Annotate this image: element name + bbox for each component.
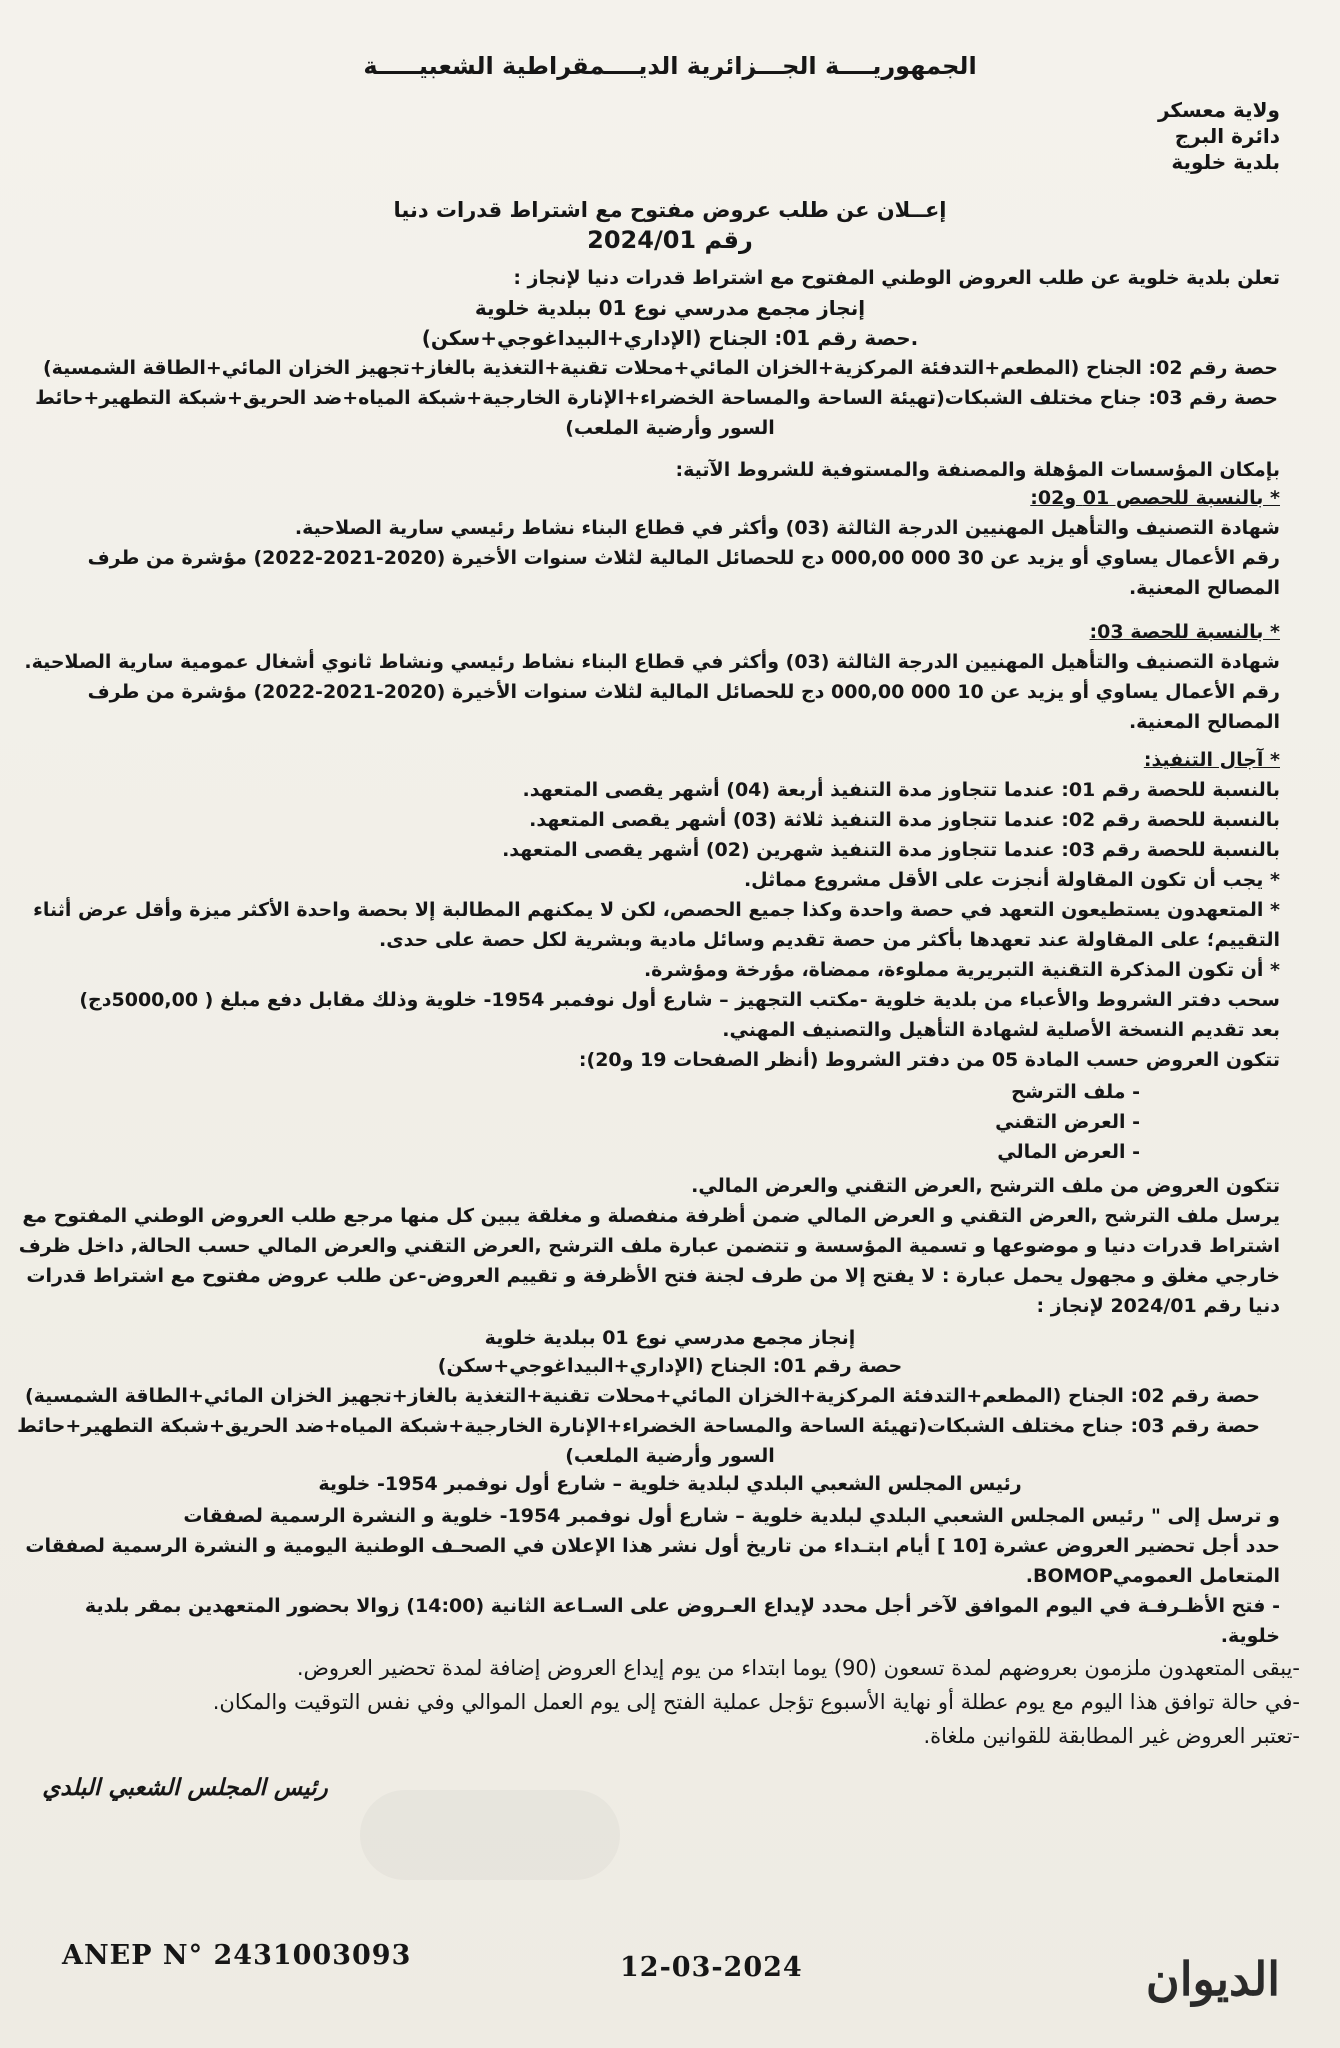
lots-1-2-qualification: شهادة التصنيف والتأهيل المهنيين الدرجة الثالثة (03) وأكثر في قطاع البناء نشاط رئيسي سارية الصلاحية. <box>294 517 1280 539</box>
envelope-project: إنجاز مجمع مدرسي نوع 01 ببلدية خلوية <box>484 1327 856 1349</box>
lot-3-cont: السور وأرضية الملعب) <box>565 417 775 439</box>
submission-text: دنيا رقم 2024/01 لإنجاز : <box>1036 1295 1280 1317</box>
deadline-lot-3: بالنسبة للحصة رقم 03: عندما تتجاوز مدة التنفيذ شهرين (02) أشهر يقصى المتعهد. <box>502 839 1280 861</box>
signature-title: رئيس المجلس الشعبي البلدي <box>42 1775 328 1801</box>
lot-3-qualification: شهادة التصنيف والتأهيل المهنيين الدرجة الثالثة (03) وأكثر في قطاع البناء نشاط رئيسي ونشاط ثانوي أشغال عمومية سارية الصلاحية. <box>24 651 1280 673</box>
spec-withdrawal-cont: بعد تقديم النسخة الأصلية لشهادة التأهيل والتصنيف المهني. <box>722 1019 1280 1041</box>
lot-3-turnover-cont: المصالح المعنية. <box>1128 711 1280 733</box>
validity-note: -يبقى المتعهدون ملزمون بعروضهم لمدة تسعون (90) يوما ابتداء من يوم إيداع العروض إضافة لمدة تحضير العروض. <box>296 1656 1300 1680</box>
submission-text: يرسل ملف الترشح ,العرض التقني و العرض المالي ضمن أظرفة منفصلة و مغلقة يبين كل منها مرجع طلب العروض الوطني المفتوح مع <box>22 1205 1280 1227</box>
opening-session: - فتح الأظـرفـة في اليوم الموافق لآخر أجل محدد لإيداع العـروض على السـاعة الثانية (14:00) زوالا بحضور المتعهدين بمقر بلدية <box>84 1595 1280 1617</box>
commune-label: بلدية خلوية <box>1171 150 1280 174</box>
deadlines-heading: * آجال التنفيذ: <box>1143 749 1280 771</box>
multiple-lots-note: * المتعهدون يستطيعون التعهد في حصة واحدة وكذا جميع الحصص، لكن لا يمكنهم المطالبة إلا بحصة واحدة الأكثر ميزة وأقل عرض أثناء <box>33 899 1280 921</box>
offer-composition: تتكون العروض حسب المادة 05 من دفتر الشروط (أنظر الصفحات 19 و20): <box>578 1049 1280 1071</box>
lot-3: حصة رقم 03: جناح مختلف الشبكات(تهيئة الساحة والمساحة الخضراء+الإنارة الخارجية+شبكة المياه+ضد الحريق+شبكة التطهير+حائط <box>35 387 1278 409</box>
submission-text: اشتراط قدرات دنيا و موضوعها و تسمية المؤسسة و تتضمن عبارة ملف الترشح ,العرض التقني والعرض المالي حسب الحالة, داخل ظرف <box>18 1235 1280 1257</box>
wilaya-label: ولاية معسكر <box>1157 98 1280 122</box>
publication-date: 12-03-2024 <box>620 1952 803 1983</box>
technical-memo-note: * أن تكون المذكرة التقنية التبريرية مملوءة، ممضاة، مؤرخة ومؤشرة. <box>643 959 1280 981</box>
announcement-number: رقم 2024/01 <box>587 226 753 254</box>
diwan-logo <box>1060 1952 1280 2014</box>
opening-session-cont: خلوية. <box>1220 1625 1280 1647</box>
lot-1: .حصة رقم 01: الجناح (الإداري+البيداغوجي+سكن) <box>421 326 919 350</box>
announcement-title: إعــلان عن طلب عروض مفتوح مع اشتراط قدرات دنيا <box>393 198 947 222</box>
envelope-lot-3: حصة رقم 03: جناح مختلف الشبكات(تهيئة الساحة والمساحة الخضراء+الإنارة الخارجية+شبكة المياه+ضد الحريق+شبكة التطهير+حائط <box>17 1415 1260 1437</box>
lots-1-2-turnover-cont: المصالح المعنية. <box>1128 577 1280 599</box>
lots-1-2-turnover: رقم الأعمال يساوي أو يزيد عن 30 000 000,00 دج للحصائل المالية لثلاث سنوات الأخيرة (2020-2021-2022) مؤشرة من طرف <box>87 547 1280 569</box>
similar-project-note: * يجب أن تكون المقاولة أنجزت على الأقل مشروع مماثل. <box>743 869 1280 891</box>
nonconforming-note: -تعتبر العروض غير المطابقة للقوانين ملغاة. <box>923 1724 1300 1748</box>
lots-1-2-heading: * بالنسبة للحصص 01 و02: <box>1030 487 1280 509</box>
multiple-lots-note-cont: التقييم؛ على المقاولة عند تعهدها بأكثر من حصة تقديم وسائل مادية وبشرية لكل حصة على حدى. <box>379 929 1280 951</box>
send-to: و ترسل إلى " رئيس المجلس الشعبي البلدي لبلدية خلوية – شارع أول نوفمبر 1954- خلوية و النشرة الرسمية لصفقات <box>183 1505 1280 1527</box>
list-item: - ملف الترشح <box>1011 1081 1140 1103</box>
deadline-lot-2: بالنسبة للحصة رقم 02: عندما تتجاوز مدة التنفيذ ثلاثة (03) أشهر يقصى المتعهد. <box>529 809 1280 831</box>
envelope-lot-3-cont: السور وأرضية الملعب) <box>565 1445 775 1467</box>
deadline-lot-1: بالنسبة للحصة رقم 01: عندما تتجاوز مدة التنفيذ أربعة (04) أشهر يقصى المتعهد. <box>522 779 1280 801</box>
anep-number: ANEP N° 2431003093 <box>62 1940 412 1971</box>
bomop-note: المتعامل العموميBOMOP. <box>1025 1565 1280 1587</box>
list-item: - العرض المالي <box>997 1141 1140 1163</box>
submission-text: خارجي مغلق و مجهول يحمل عبارة : لا يفتح إلا من طرف لجنة فتح الأظرفة و تقييم العروض-عن طلب عروض مفتوح مع اشتراط قدرات <box>26 1265 1280 1287</box>
spec-withdrawal: سحب دفتر الشروط والأعباء من بلدية خلوية -مكتب التجهيز – شارع أول نوفمبر 1954- خلوية وذلك مقابل دفع مبلغ ( 5000,00دج) <box>79 989 1280 1011</box>
daira-label: دائرة البرج <box>1174 124 1280 148</box>
envelope-lot-1: حصة رقم 01: الجناح (الإداري+البيداغوجي+سكن) <box>437 1355 903 1377</box>
lot-3-heading: * بالنسبة للحصة 03: <box>1089 621 1280 643</box>
project-title: إنجاز مجمع مدرسي نوع 01 ببلدية خلوية <box>474 296 866 320</box>
diwan-logo-text: الديوان <box>1145 1952 1280 2006</box>
lot-2: حصة رقم 02: الجناح (المطعم+التدفئة المركزية+الخزان المائي+محلات تقنية+التغذية بالغاز+تجهيز الخزان المائي+الطاقة الشمسية) <box>42 357 1278 379</box>
intro-line: تعلن بلدية خلوية عن طلب العروض الوطني المفتوح مع اشتراط قدرات دنيا لإنجاز : <box>513 267 1280 289</box>
envelope-lot-2: حصة رقم 02: الجناح (المطعم+التدفئة المركزية+الخزان المائي+محلات تقنية+التغذية بالغاز+تجهيز الخزان المائي+الطاقة الشمسية) <box>24 1385 1260 1407</box>
faded-stamp <box>360 1790 620 1880</box>
republic-header: الجمهوريــــة الجـــزائرية الديــــمقراطية الشعبيـــــة <box>363 52 977 80</box>
envelope-address: رئيس المجلس الشعبي البلدي لبلدية خلوية – شارع أول نوفمبر 1954- خلوية <box>318 1473 1022 1495</box>
submission-intro: تتكون العروض من ملف الترشح ,العرض التقني والعرض المالي. <box>691 1175 1280 1197</box>
list-item: - العرض التقني <box>995 1111 1140 1133</box>
preparation-period: حدد أجل تحضير العروض عشرة [10 ] أيام ابتـداء من تاريخ أول نشر هذا الإعلان في الصحـف الوطنية اليومية و النشرة الرسمية لصفقات <box>25 1535 1280 1557</box>
eligibility-intro: بإمكان المؤسسات المؤهلة والمصنفة والمستوفية للشروط الآتية: <box>675 459 1280 481</box>
holiday-note: -في حالة توافق هذا اليوم مع يوم عطلة أو نهاية الأسبوع تؤجل عملية الفتح إلى يوم العمل الموالي وفي نفس التوقيت والمكان. <box>212 1690 1300 1714</box>
lot-3-turnover: رقم الأعمال يساوي أو يزيد عن 10 000 000,00 دج للحصائل المالية لثلاث سنوات الأخيرة (2020-2021-2022) مؤشرة من طرف <box>87 681 1280 703</box>
